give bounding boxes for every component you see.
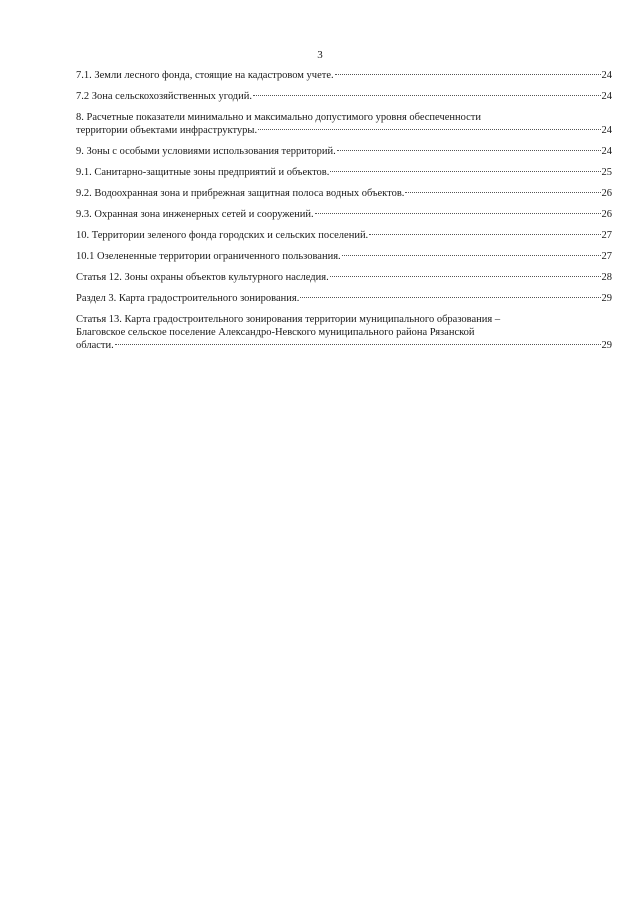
dot-leader — [369, 234, 600, 235]
toc-entry-page: 27 — [601, 251, 612, 262]
toc-entry-title: территории объектами инфраструктуры. — [76, 125, 258, 136]
toc-entry[interactable] — [76, 313, 612, 352]
toc-entry-page: 27 — [601, 230, 612, 241]
toc-entry[interactable] — [76, 69, 612, 82]
toc-entry-page: 24 — [601, 91, 612, 102]
toc-line — [76, 292, 612, 305]
toc-entry[interactable] — [76, 145, 612, 158]
toc-entry-title: 10. Территории зеленого фонда городских и сельских поселений. — [76, 230, 369, 241]
toc-entry-title: 10.1 Озелененные территории ограниченного пользования. — [76, 251, 341, 262]
toc-entry-title-line: Статья 13. Карта градостроительного зонирования территории муниципального образования – — [76, 314, 501, 325]
toc-entry-title: области. — [76, 340, 114, 351]
toc-line — [76, 271, 612, 284]
toc-entry-title: 9.1. Санитарно-защитные зоны предприятий и объектов. — [76, 167, 330, 178]
toc-line — [76, 166, 612, 179]
toc-entry[interactable] — [76, 208, 612, 221]
dot-leader — [342, 255, 601, 256]
toc-entry-title: 9.2. Водоохранная зона и прибрежная защитная полоса водных объектов. — [76, 188, 405, 199]
dot-leader — [258, 129, 600, 130]
toc-entry-page: 26 — [601, 209, 612, 220]
page-number: 3 — [317, 49, 323, 61]
dot-leader — [337, 150, 601, 151]
toc-entry[interactable] — [76, 292, 612, 305]
toc-entry-page: 24 — [601, 70, 612, 81]
toc-line — [76, 339, 612, 352]
toc-entry-page: 29 — [601, 340, 612, 351]
toc-line — [76, 208, 612, 221]
toc-entry-title-line: Благовское сельское поселение Александро-Невского муниципального района Рязанской — [76, 327, 475, 338]
toc-line — [76, 124, 612, 137]
toc-line — [76, 69, 612, 82]
toc-entry-title-line: 8. Расчетные показатели минимально и максимально допустимого уровня обеспеченности — [76, 112, 482, 123]
toc-entry-page: 26 — [601, 188, 612, 199]
toc-entry-page: 24 — [601, 146, 612, 157]
toc-line — [76, 90, 612, 103]
dot-leader — [253, 95, 601, 96]
toc-line — [76, 229, 612, 242]
toc-entry-page: 29 — [601, 293, 612, 304]
toc-line — [76, 250, 612, 263]
dot-leader — [335, 74, 601, 75]
toc-entry-title: 9.3. Охранная зона инженерных сетей и сооружений. — [76, 209, 314, 220]
toc-entry-title: 7.2 Зона сельскохозяйственных угодий. — [76, 91, 252, 102]
toc-entry-page: 28 — [601, 272, 612, 283]
toc-entry-title: 7.1. Земли лесного фонда, стоящие на кадастровом учете. — [76, 70, 334, 81]
dot-leader — [330, 171, 600, 172]
dot-leader — [315, 213, 601, 214]
toc-entry-title: Раздел 3. Карта градостроительного зонирования. — [76, 293, 300, 304]
toc-entry-page: 24 — [601, 125, 612, 136]
dot-leader — [300, 297, 600, 298]
table-of-contents — [76, 69, 612, 360]
toc-entry[interactable] — [76, 250, 612, 263]
dot-leader — [115, 344, 601, 345]
dot-leader — [330, 276, 601, 277]
toc-entry[interactable] — [76, 229, 612, 242]
toc-entry[interactable] — [76, 187, 612, 200]
toc-line — [76, 187, 612, 200]
toc-entry[interactable] — [76, 271, 612, 284]
toc-entry-page: 25 — [601, 167, 612, 178]
toc-line — [76, 145, 612, 158]
toc-entry[interactable] — [76, 90, 612, 103]
dot-leader — [405, 192, 600, 193]
toc-entry-title: Статья 12. Зоны охраны объектов культурного наследия. — [76, 272, 329, 283]
toc-entry[interactable] — [76, 111, 612, 137]
toc-entry[interactable] — [76, 166, 612, 179]
toc-entry-title: 9. Зоны с особыми условиями использования территорий. — [76, 146, 336, 157]
